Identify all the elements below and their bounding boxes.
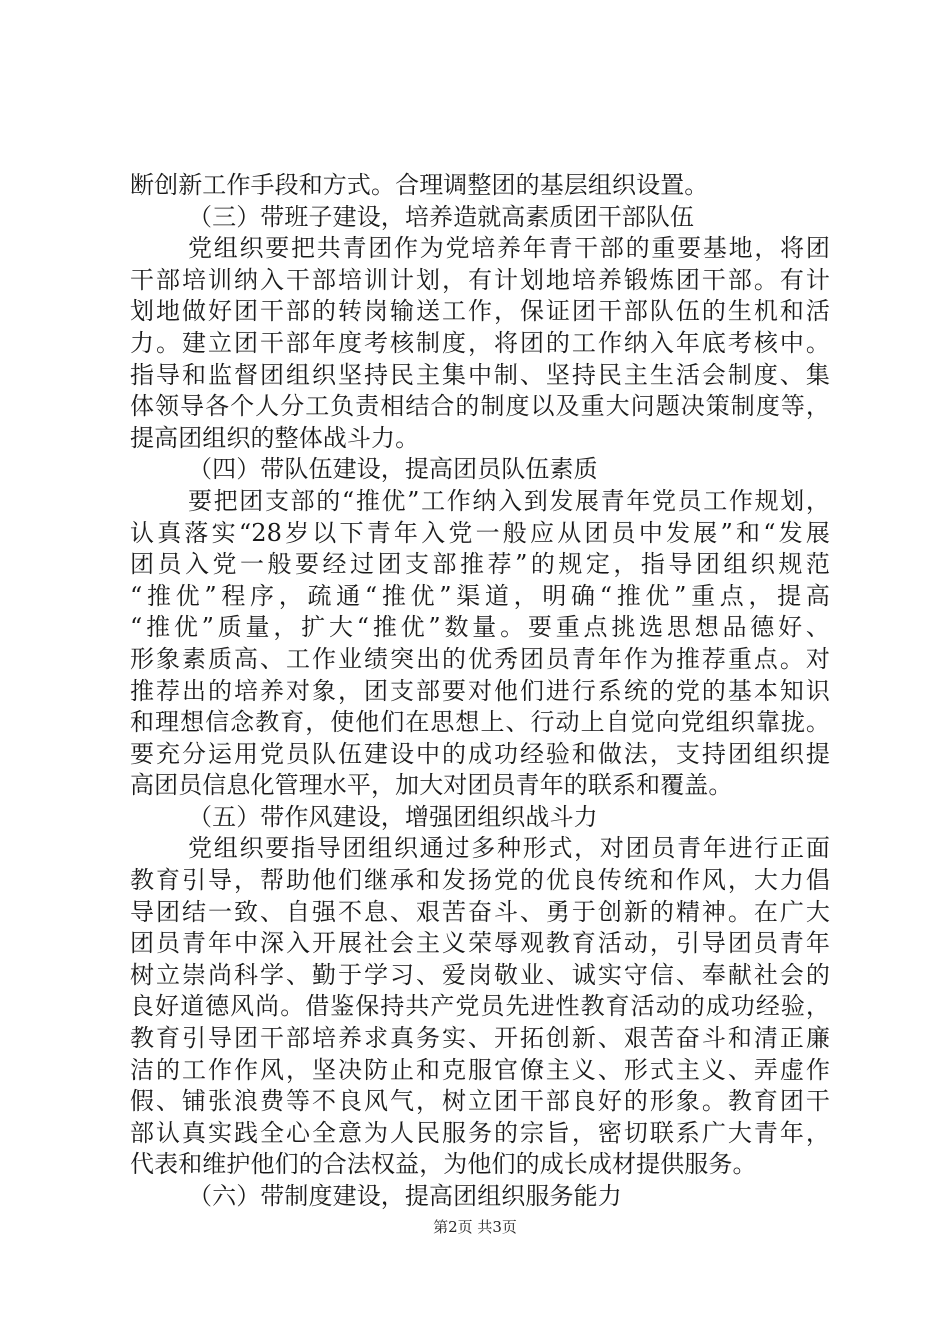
text-line: 教育引导团干部培养求真务实、开拓创新、艰苦奋斗和清正廉 [130, 1024, 830, 1053]
text-line: 高团员信息化管理水平，加大对团员青年的联系和覆盖。 [130, 771, 733, 800]
document-body [130, 170, 830, 1213]
text-line: 干部培训纳入干部培训计划，有计划地培养锻炼团干部。有计 [130, 265, 830, 294]
text-line: 认真落实“28岁以下青年入党一般应从团员中发展”和“发展 [130, 518, 830, 547]
text-line: 体领导各个人分工负责相结合的制度以及重大问题决策制度等， [130, 392, 830, 421]
text-line: 党组织要把共青团作为党培养年青干部的重要基地，将团 [188, 234, 830, 263]
text-line: 要充分运用党员队伍建设中的成功经验和做法，支持团组织提 [130, 739, 830, 768]
text-line: 指导和监督团组织坚持民主集中制、坚持民主生活会制度、集 [130, 360, 830, 389]
text-line: 洁的工作作风，坚决防止和克服官僚主义、形式主义、弄虚作 [130, 1055, 830, 1084]
section-heading: （四）带队伍建设，提高团员队伍素质 [188, 455, 598, 484]
text-line: 假、铺张浪费等不良风气，树立团干部良好的形象。教育团干 [130, 1087, 830, 1116]
page-footer: 第2页 共3页 [433, 1218, 517, 1236]
section-heading: （三）带班子建设，培养造就高素质团干部队伍 [188, 202, 695, 231]
text-line: 树立崇尚科学、勤于学习、爱岗敬业、诚实守信、奉献社会的 [130, 960, 830, 989]
text-line: 良好道德风尚。借鉴保持共产党员先进性教育活动的成功经验， [130, 992, 830, 1021]
section-heading: （五）带作风建设，增强团组织战斗力 [188, 802, 598, 831]
text-line: 导团结一致、自强不息、艰苦奋斗、勇于创新的精神。在广大 [130, 897, 830, 926]
text-line: 部认真实践全心全意为人民服务的宗旨，密切联系广大青年， [130, 1118, 830, 1147]
text-line: “推优”质量，扩大“推优”数量。要重点挑选思想品德好、 [130, 613, 830, 642]
text-line: 团员青年中深入开展社会主义荣辱观教育活动，引导团员青年 [130, 929, 830, 958]
text-line: 党组织要指导团组织通过多种形式，对团员青年进行正面 [188, 834, 830, 863]
text-line: 提高团组织的整体战斗力。 [130, 423, 420, 452]
text-line: 力。建立团干部年度考核制度，将团的工作纳入年底考核中。 [130, 328, 830, 357]
text-line: 代表和维护他们的合法权益，为他们的成长成材提供服务。 [130, 1150, 757, 1179]
text-line: 形象素质高、工作业绩突出的优秀团员青年作为推荐重点。对 [130, 644, 830, 673]
text-line: 划地做好团干部的转岗输送工作，保证团干部队伍的生机和活 [130, 297, 830, 326]
text-line: 教育引导，帮助他们继承和发扬党的优良传统和作风，大力倡 [130, 866, 830, 895]
text-line: “推优”程序，疏通“推优”渠道，明确“推优”重点，提高 [130, 581, 830, 610]
text-line: 断创新工作手段和方式。合理调整团的基层组织设置。 [130, 171, 709, 199]
text-line: 团员入党一般要经过团支部推荐”的规定，指导团组织规范 [130, 550, 830, 579]
text-line: 要把团支部的“推优”工作纳入到发展青年党员工作规划， [188, 486, 830, 515]
text-line: 推荐出的培养对象，团支部要对他们进行系统的党的基本知识 [130, 676, 830, 705]
text-line: 和理想信念教育，使他们在思想上、行动上自觉向党组织靠拢。 [130, 708, 830, 737]
section-heading: （六）带制度建设，提高团组织服务能力 [188, 1182, 622, 1210]
